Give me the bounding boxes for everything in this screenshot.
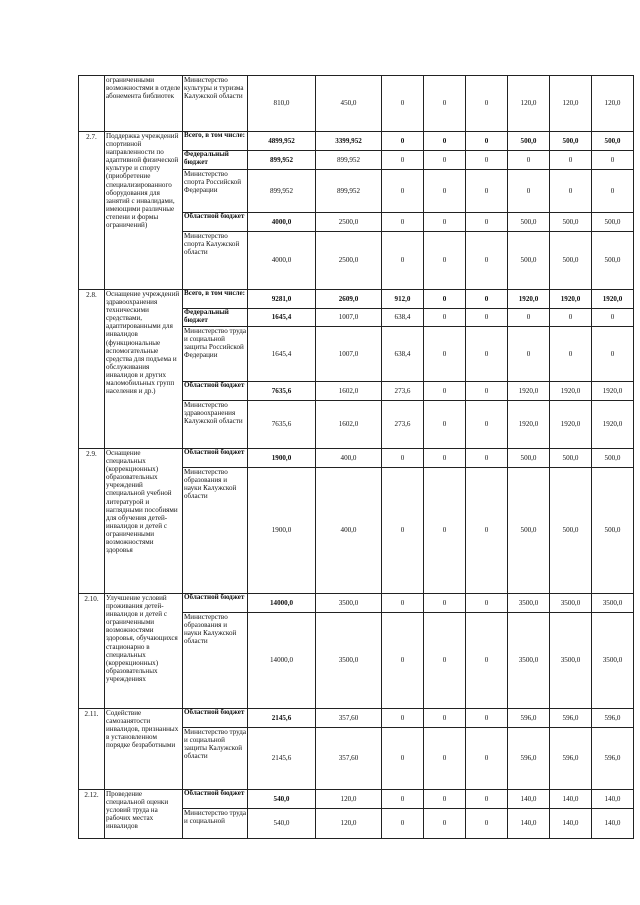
amount-cell: 1900,0	[248, 468, 316, 594]
funding-source: Министерство образования и науки Калужской области	[183, 613, 248, 709]
amount-cell: 2609,0	[316, 290, 382, 309]
table-body	[79, 76, 634, 839]
amount-cell: 0	[550, 151, 592, 170]
amount-cell: 0	[382, 594, 424, 613]
amount-cell: 500,0	[550, 213, 592, 232]
amount-cell: 0	[424, 728, 466, 790]
amount-cell: 140,0	[508, 809, 550, 839]
measure-name: Поддержка учреждений спортивной направленности по адаптивной физической культуре и спорту (приобретение специализированного оборудования для занятий с инвалидами, имеющими различные степени и формы ограничений)	[105, 132, 183, 290]
amount-cell: 357,60	[316, 728, 382, 790]
amount-cell: 0	[424, 309, 466, 327]
item-number: 2.10.	[79, 594, 105, 709]
table-row	[79, 290, 634, 309]
amount-cell: 0	[466, 76, 508, 132]
amount-cell: 0	[466, 468, 508, 594]
program-table	[78, 75, 634, 839]
amount-cell: 0	[508, 327, 550, 382]
funding-source: Министерство культуры и туризма Калужской области	[183, 76, 248, 132]
amount-cell: 3500,0	[508, 613, 550, 709]
amount-cell: 0	[424, 790, 466, 809]
amount-cell: 3500,0	[592, 613, 634, 709]
amount-cell: 0	[424, 213, 466, 232]
amount-cell: 540,0	[248, 809, 316, 839]
amount-cell: 0	[466, 401, 508, 449]
item-number: 2.9.	[79, 449, 105, 594]
amount-cell: 357,60	[316, 709, 382, 728]
amount-cell: 9281,0	[248, 290, 316, 309]
amount-cell: 0	[424, 709, 466, 728]
amount-cell: 0	[424, 401, 466, 449]
amount-cell: 1920,0	[550, 382, 592, 401]
amount-cell: 140,0	[592, 809, 634, 839]
amount-cell: 0	[466, 449, 508, 468]
amount-cell: 140,0	[508, 790, 550, 809]
amount-cell: 0	[382, 613, 424, 709]
amount-cell: 2500,0	[316, 213, 382, 232]
amount-cell: 1645,4	[248, 327, 316, 382]
amount-cell: 0	[424, 613, 466, 709]
amount-cell: 0	[550, 309, 592, 327]
amount-cell: 273,6	[382, 382, 424, 401]
amount-cell: 500,0	[508, 468, 550, 594]
amount-cell: 0	[424, 468, 466, 594]
amount-cell: 596,0	[550, 709, 592, 728]
amount-cell: 0	[424, 151, 466, 170]
amount-cell: 3500,0	[316, 613, 382, 709]
amount-cell: 0	[382, 449, 424, 468]
amount-cell: 4000,0	[248, 232, 316, 290]
item-number: 2.7.	[79, 132, 105, 290]
amount-cell: 0	[466, 728, 508, 790]
amount-cell: 273,6	[382, 401, 424, 449]
amount-cell: 0	[466, 213, 508, 232]
amount-cell: 500,0	[508, 132, 550, 151]
funding-source: Министерство труда и социальной защиты Российской Федерации	[183, 327, 248, 382]
amount-cell: 638,4	[382, 309, 424, 327]
amount-cell: 0	[508, 170, 550, 213]
amount-cell: 0	[424, 290, 466, 309]
amount-cell: 0	[592, 309, 634, 327]
amount-cell: 3399,952	[316, 132, 382, 151]
amount-cell: 14000,0	[248, 594, 316, 613]
amount-cell: 500,0	[592, 468, 634, 594]
amount-cell: 0	[466, 790, 508, 809]
amount-cell: 0	[424, 76, 466, 132]
amount-cell: 140,0	[592, 790, 634, 809]
funding-source: Министерство здравоохранения Калужской области	[183, 401, 248, 449]
amount-cell: 810,0	[248, 76, 316, 132]
amount-cell: 899,952	[316, 151, 382, 170]
amount-cell: 4899,952	[248, 132, 316, 151]
table-row	[79, 76, 634, 132]
table-row	[79, 449, 634, 468]
amount-cell: 0	[382, 170, 424, 213]
amount-cell: 0	[466, 613, 508, 709]
amount-cell: 500,0	[550, 468, 592, 594]
amount-cell: 899,952	[248, 151, 316, 170]
funding-source: Министерство спорта Калужской области	[183, 232, 248, 290]
funding-source: Федеральный бюджет	[183, 151, 248, 170]
amount-cell: 3500,0	[550, 594, 592, 613]
amount-cell: 0	[382, 213, 424, 232]
amount-cell: 0	[424, 382, 466, 401]
amount-cell: 540,0	[248, 790, 316, 809]
funding-source: Областной бюджет	[183, 449, 248, 468]
table-row	[79, 594, 634, 613]
amount-cell: 1602,0	[316, 401, 382, 449]
amount-cell: 1920,0	[550, 290, 592, 309]
amount-cell: 0	[466, 594, 508, 613]
amount-cell: 500,0	[550, 132, 592, 151]
amount-cell: 912,0	[382, 290, 424, 309]
amount-cell: 0	[382, 809, 424, 839]
funding-source: Министерство спорта Российской Федерации	[183, 170, 248, 213]
funding-source: Министерство труда и социальной	[183, 809, 248, 839]
amount-cell: 500,0	[592, 213, 634, 232]
amount-cell: 500,0	[550, 232, 592, 290]
amount-cell: 0	[424, 594, 466, 613]
amount-cell: 500,0	[592, 449, 634, 468]
amount-cell: 0	[466, 232, 508, 290]
amount-cell: 120,0	[592, 76, 634, 132]
amount-cell: 1007,0	[316, 309, 382, 327]
measure-name: Содействие самозанятости инвалидов, признанных в установленном порядке безработными	[105, 709, 183, 790]
measure-name: ограниченными возможностями в отделе абонемента библиотек	[105, 76, 183, 132]
amount-cell: 120,0	[550, 76, 592, 132]
amount-cell: 1920,0	[508, 290, 550, 309]
amount-cell: 1920,0	[592, 382, 634, 401]
amount-cell: 0	[592, 170, 634, 213]
amount-cell: 0	[466, 382, 508, 401]
amount-cell: 0	[382, 468, 424, 594]
amount-cell: 500,0	[592, 132, 634, 151]
amount-cell: 638,4	[382, 327, 424, 382]
amount-cell: 0	[592, 151, 634, 170]
amount-cell: 0	[466, 809, 508, 839]
amount-cell: 1920,0	[550, 401, 592, 449]
amount-cell: 0	[466, 170, 508, 213]
amount-cell: 0	[466, 709, 508, 728]
amount-cell: 4000,0	[248, 213, 316, 232]
measure-name: Оснащение учреждений здравоохранения техническими средствами, адаптированными для инвалидов (функциональные вспомогательные средства для подъема и обслуживания инвалидов и других маломобильных групп населения и др.)	[105, 290, 183, 449]
amount-cell: 400,0	[316, 449, 382, 468]
amount-cell: 596,0	[592, 728, 634, 790]
amount-cell: 0	[424, 809, 466, 839]
amount-cell: 0	[466, 290, 508, 309]
amount-cell: 0	[466, 151, 508, 170]
amount-cell: 0	[466, 327, 508, 382]
amount-cell: 899,952	[316, 170, 382, 213]
amount-cell: 500,0	[508, 232, 550, 290]
table-row	[79, 709, 634, 728]
amount-cell: 3500,0	[508, 594, 550, 613]
funding-source: Министерство образования и науки Калужской области	[183, 468, 248, 594]
amount-cell: 14000,0	[248, 613, 316, 709]
funding-source: Всего, в том числе:	[183, 290, 248, 309]
amount-cell: 500,0	[508, 213, 550, 232]
amount-cell: 120,0	[508, 76, 550, 132]
measure-name: Оснащение специальных (коррекционных) образовательных учреждений специальной учебной литературой и наглядными пособиями для обучения детей-инвалидов и детей с ограниченными возможностями здоровья	[105, 449, 183, 594]
amount-cell: 0	[382, 132, 424, 151]
amount-cell: 0	[508, 151, 550, 170]
amount-cell: 1900,0	[248, 449, 316, 468]
amount-cell: 0	[550, 170, 592, 213]
amount-cell: 2145,6	[248, 728, 316, 790]
amount-cell: 3500,0	[550, 613, 592, 709]
amount-cell: 0	[382, 709, 424, 728]
amount-cell: 3500,0	[316, 594, 382, 613]
amount-cell: 596,0	[592, 709, 634, 728]
document-page	[78, 75, 623, 839]
amount-cell: 450,0	[316, 76, 382, 132]
amount-cell: 0	[382, 151, 424, 170]
item-number: 2.12.	[79, 790, 105, 839]
amount-cell: 596,0	[508, 709, 550, 728]
amount-cell: 596,0	[550, 728, 592, 790]
measure-name: Улучшение условий проживания детей-инвалидов и детей с ограниченными возможностями здоровья, обучающихся стационарно в специальных (коррекционных) образовательных учреждениях	[105, 594, 183, 709]
funding-source: Министерство труда и социальной защиты Калужской области	[183, 728, 248, 790]
amount-cell: 0	[424, 170, 466, 213]
funding-source: Областной бюджет	[183, 213, 248, 232]
amount-cell: 500,0	[550, 449, 592, 468]
amount-cell: 0	[424, 449, 466, 468]
amount-cell: 0	[592, 327, 634, 382]
amount-cell: 2500,0	[316, 232, 382, 290]
amount-cell: 596,0	[508, 728, 550, 790]
amount-cell: 0	[424, 132, 466, 151]
amount-cell: 1920,0	[592, 290, 634, 309]
amount-cell: 120,0	[316, 809, 382, 839]
amount-cell: 500,0	[508, 449, 550, 468]
item-number: 2.8.	[79, 290, 105, 449]
amount-cell: 1920,0	[508, 382, 550, 401]
table-row	[79, 790, 634, 809]
amount-cell: 0	[508, 309, 550, 327]
amount-cell: 140,0	[550, 790, 592, 809]
amount-cell: 0	[466, 309, 508, 327]
table-row	[79, 132, 634, 151]
funding-source: Областной бюджет	[183, 382, 248, 401]
amount-cell: 1920,0	[508, 401, 550, 449]
funding-source: Областной бюджет	[183, 594, 248, 613]
amount-cell: 0	[382, 728, 424, 790]
amount-cell: 899,952	[248, 170, 316, 213]
item-number: 2.11.	[79, 709, 105, 790]
amount-cell: 1920,0	[592, 401, 634, 449]
amount-cell: 1007,0	[316, 327, 382, 382]
amount-cell: 0	[382, 790, 424, 809]
amount-cell: 3500,0	[592, 594, 634, 613]
funding-source: Областной бюджет	[183, 790, 248, 809]
amount-cell: 7635,6	[248, 401, 316, 449]
amount-cell: 1602,0	[316, 382, 382, 401]
amount-cell: 2145,6	[248, 709, 316, 728]
amount-cell: 0	[424, 327, 466, 382]
amount-cell: 0	[382, 232, 424, 290]
amount-cell: 0	[424, 232, 466, 290]
amount-cell: 0	[382, 76, 424, 132]
amount-cell: 1645,4	[248, 309, 316, 327]
amount-cell: 0	[466, 132, 508, 151]
amount-cell: 140,0	[550, 809, 592, 839]
item-number	[79, 76, 105, 132]
funding-source: Всего, в том числе:	[183, 132, 248, 151]
amount-cell: 120,0	[316, 790, 382, 809]
amount-cell: 400,0	[316, 468, 382, 594]
measure-name: Проведение специальной оценки условий труда на рабочих местах инвалидов	[105, 790, 183, 839]
funding-source: Федеральный бюджет	[183, 309, 248, 327]
amount-cell: 500,0	[592, 232, 634, 290]
funding-source: Областной бюджет	[183, 709, 248, 728]
amount-cell: 0	[550, 327, 592, 382]
amount-cell: 7635,6	[248, 382, 316, 401]
